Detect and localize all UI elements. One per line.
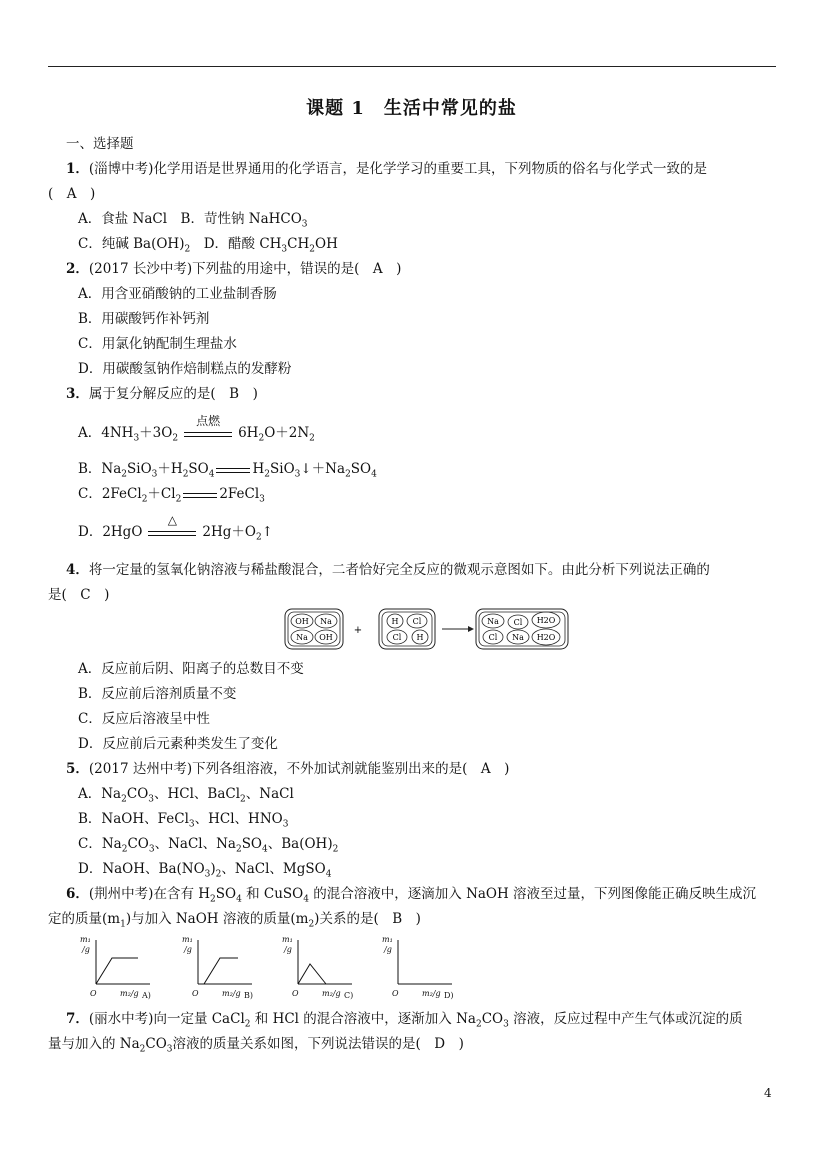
answer: ( A )	[48, 186, 96, 202]
ion-label: OH	[295, 617, 309, 626]
question-3	[66, 384, 258, 404]
ion-label: H	[416, 633, 424, 642]
question-text: (2017 长沙中考)下列盐的用途中，错误的是( A )	[88, 261, 402, 277]
ion-label: Na	[320, 617, 332, 626]
reaction-condition	[184, 413, 232, 441]
question-text: )与加入 NaOH 溶液的质量(m	[125, 911, 309, 927]
svg-text:m₁: m₁	[382, 935, 393, 944]
svg-text:m₂/g: m₂/g	[322, 989, 341, 998]
ion-label: H	[391, 617, 399, 626]
question-number: 4．	[66, 562, 89, 578]
ion-label: Na	[296, 633, 308, 642]
question-text: (荆州中考)在含有 H	[88, 886, 211, 902]
arrow-head-icon	[468, 626, 474, 632]
question-number: 5．	[66, 761, 89, 777]
option-c: C．用氯化钠配制生理盐水	[78, 336, 237, 352]
option-b: B．用碳酸钙作补钙剂	[78, 311, 210, 327]
page-title: 课题 1 生活中常见的盐	[306, 98, 517, 119]
question-2	[66, 259, 401, 279]
question-text: 量与加入的 Na	[48, 1036, 140, 1052]
ion-label: Cl	[488, 633, 498, 642]
plus-sign: +	[353, 625, 363, 636]
ion-label: Na	[487, 617, 499, 626]
graph-label: D)	[444, 991, 454, 1000]
question-text: 属于复分解反应的是( B )	[88, 386, 258, 402]
svg-text:/g: /g	[284, 945, 292, 954]
option-a: A．用含亚硝酸钠的工业盐制香肠	[78, 286, 277, 302]
svg-text:O: O	[292, 989, 299, 998]
page-number: 4	[764, 1086, 772, 1100]
graph-label: B)	[244, 991, 253, 1000]
option-a: A．反应前后阴、阳离子的总数目不变	[78, 661, 304, 677]
option-c: C．反应后溶液呈中性	[78, 711, 210, 727]
question-number: 1．	[66, 161, 89, 177]
option-text: CH	[287, 236, 310, 252]
option-d: D．2HgO △ $2Hg+O_2↑$	[78, 522, 273, 548]
option-d: D．反应前后元素种类发生了变化	[78, 736, 278, 752]
svg-text:m₂/g: m₂/g	[422, 989, 441, 998]
svg-text:m₁: m₁	[182, 935, 193, 944]
option-d: D．NaOH、$Ba(NO_3)_2$、NaCl、MgSO$_4$	[78, 861, 332, 880]
ion-label: OH	[319, 633, 333, 642]
graph-label: C)	[344, 991, 354, 1000]
question-4	[66, 560, 710, 580]
ion-label: Cl	[412, 617, 422, 626]
svg-text:O: O	[392, 989, 399, 998]
option-text: OH	[315, 236, 338, 252]
question-text: (淄博中考)化学用语是世界通用的化学语言，是化学学习的重要工具，下列物质的俗名与化学式一致的是	[88, 161, 707, 177]
option-ab: A．食盐 NaCl B．苛性钠 NaHCO$_3$	[78, 211, 308, 230]
equals-sign	[183, 489, 217, 501]
question-number: 7．	[66, 1011, 89, 1027]
svg-text:O: O	[192, 989, 199, 998]
equals-sign	[216, 464, 250, 476]
condition-text: 点燃	[196, 413, 221, 428]
question-text: 定的质量(m	[48, 911, 121, 927]
option-b: B．反应前后溶剂质量不变	[78, 686, 237, 702]
question-5	[66, 759, 509, 779]
question-6-cont: 定的质量$(m_1)$与加入 NaOH 溶液的质量$(m_2)$关系的是( B )	[48, 911, 421, 930]
question-text: (2017 达州中考)下列各组溶液，不外加试剂就能鉴别出来的是( A )	[88, 761, 510, 777]
svg-text:O: O	[90, 989, 97, 998]
option-c: C．$2FeCl_2+Cl_2$ 2FeCl$_3$	[78, 486, 265, 505]
graph-label: A)	[142, 991, 151, 1000]
ion-label: Cl	[513, 618, 523, 627]
option-b: B．$Na_2SiO_3+H_2SO_4$ $H_2SiO_3↓+Na_2SO_4$	[78, 461, 377, 480]
ion-label: Na	[512, 633, 524, 642]
question-text: 溶液的质量关系如图，下列说法错误的是( D )	[172, 1036, 464, 1052]
question-text: CO	[145, 1036, 167, 1052]
svg-text:/g: /g	[384, 945, 392, 954]
question-text: (丽水中考)向一定量 CaCl	[88, 1011, 245, 1027]
option-a: A．$Na_2CO_3$、HCl、BaCl$_2$、NaCl	[78, 786, 294, 805]
reaction-micro-diagram	[284, 606, 570, 652]
svg-text:m₂/g: m₂/g	[222, 989, 241, 998]
option-text: A．食盐 NaCl B．苛性钠 NaHCO	[78, 211, 302, 227]
condition-text: △	[167, 512, 178, 527]
question-1	[66, 159, 707, 179]
ion-label: Cl	[392, 633, 402, 642]
question-6: 6．(荆州中考)在含有 $H_2SO_4$ 和 CuSO$_4$ 的混合溶液中，逐滴加入 NaOH 溶液至过量，下列图像能正确反映生成沉	[66, 886, 757, 905]
question-text: 将一定量的氢氧化钠溶液与稀盐酸混合，二者恰好完全反应的微观示意图如下。由此分析下列说法正确的	[88, 562, 710, 578]
option-text: C．纯碱 Ba(OH)	[78, 236, 185, 252]
reaction-condition	[148, 512, 196, 540]
svg-text:/g: /g	[82, 945, 90, 954]
svg-text:m₁: m₁	[282, 935, 293, 944]
answer-graphs	[80, 934, 480, 1004]
header-rule	[48, 66, 776, 67]
question-4-cont: 是( C )	[48, 587, 110, 603]
svg-text:m₁: m₁	[80, 935, 91, 944]
section-heading: 一、选择题	[66, 136, 134, 152]
question-number: 6．	[66, 886, 89, 902]
question-number: 2．	[66, 261, 89, 277]
ion-label: H2O	[536, 616, 556, 625]
ion-label: H2O	[536, 633, 556, 642]
question-number: 3．	[66, 386, 89, 402]
option-text: D．醋酸 CH	[190, 236, 282, 252]
option-a: A．$4NH_3+3O_2$ 点燃 $6H_2O+2N_2$	[78, 423, 315, 449]
question-text: )关系的是( B )	[314, 911, 421, 927]
option-b: B．NaOH、FeCl$_3$、HCl、$HNO_3$	[78, 811, 289, 830]
question-7-cont: 量与加入的 $Na_2CO_3$溶液的质量关系如图，下列说法错误的是( D )	[48, 1036, 464, 1055]
option-d: D．用碳酸氢钠作焙制糕点的发酵粉	[78, 361, 292, 377]
svg-text:m₂/g: m₂/g	[120, 989, 139, 998]
question-7: 7．(丽水中考)向一定量 CaCl$_2$ 和 HCl 的混合溶液中，逐渐加入 $Na_2CO_3$ 溶液，反应过程中产生气体或沉淀的质	[66, 1011, 743, 1030]
option-cd: C．纯碱 $Ba(OH)_2$ D．醋酸 $CH_3CH_2OH$	[78, 236, 338, 255]
option-c: C．$Na_2CO_3$、NaCl、$Na_2SO_4$、$Ba(OH)_2$	[78, 836, 339, 855]
svg-text:/g: /g	[184, 945, 192, 954]
